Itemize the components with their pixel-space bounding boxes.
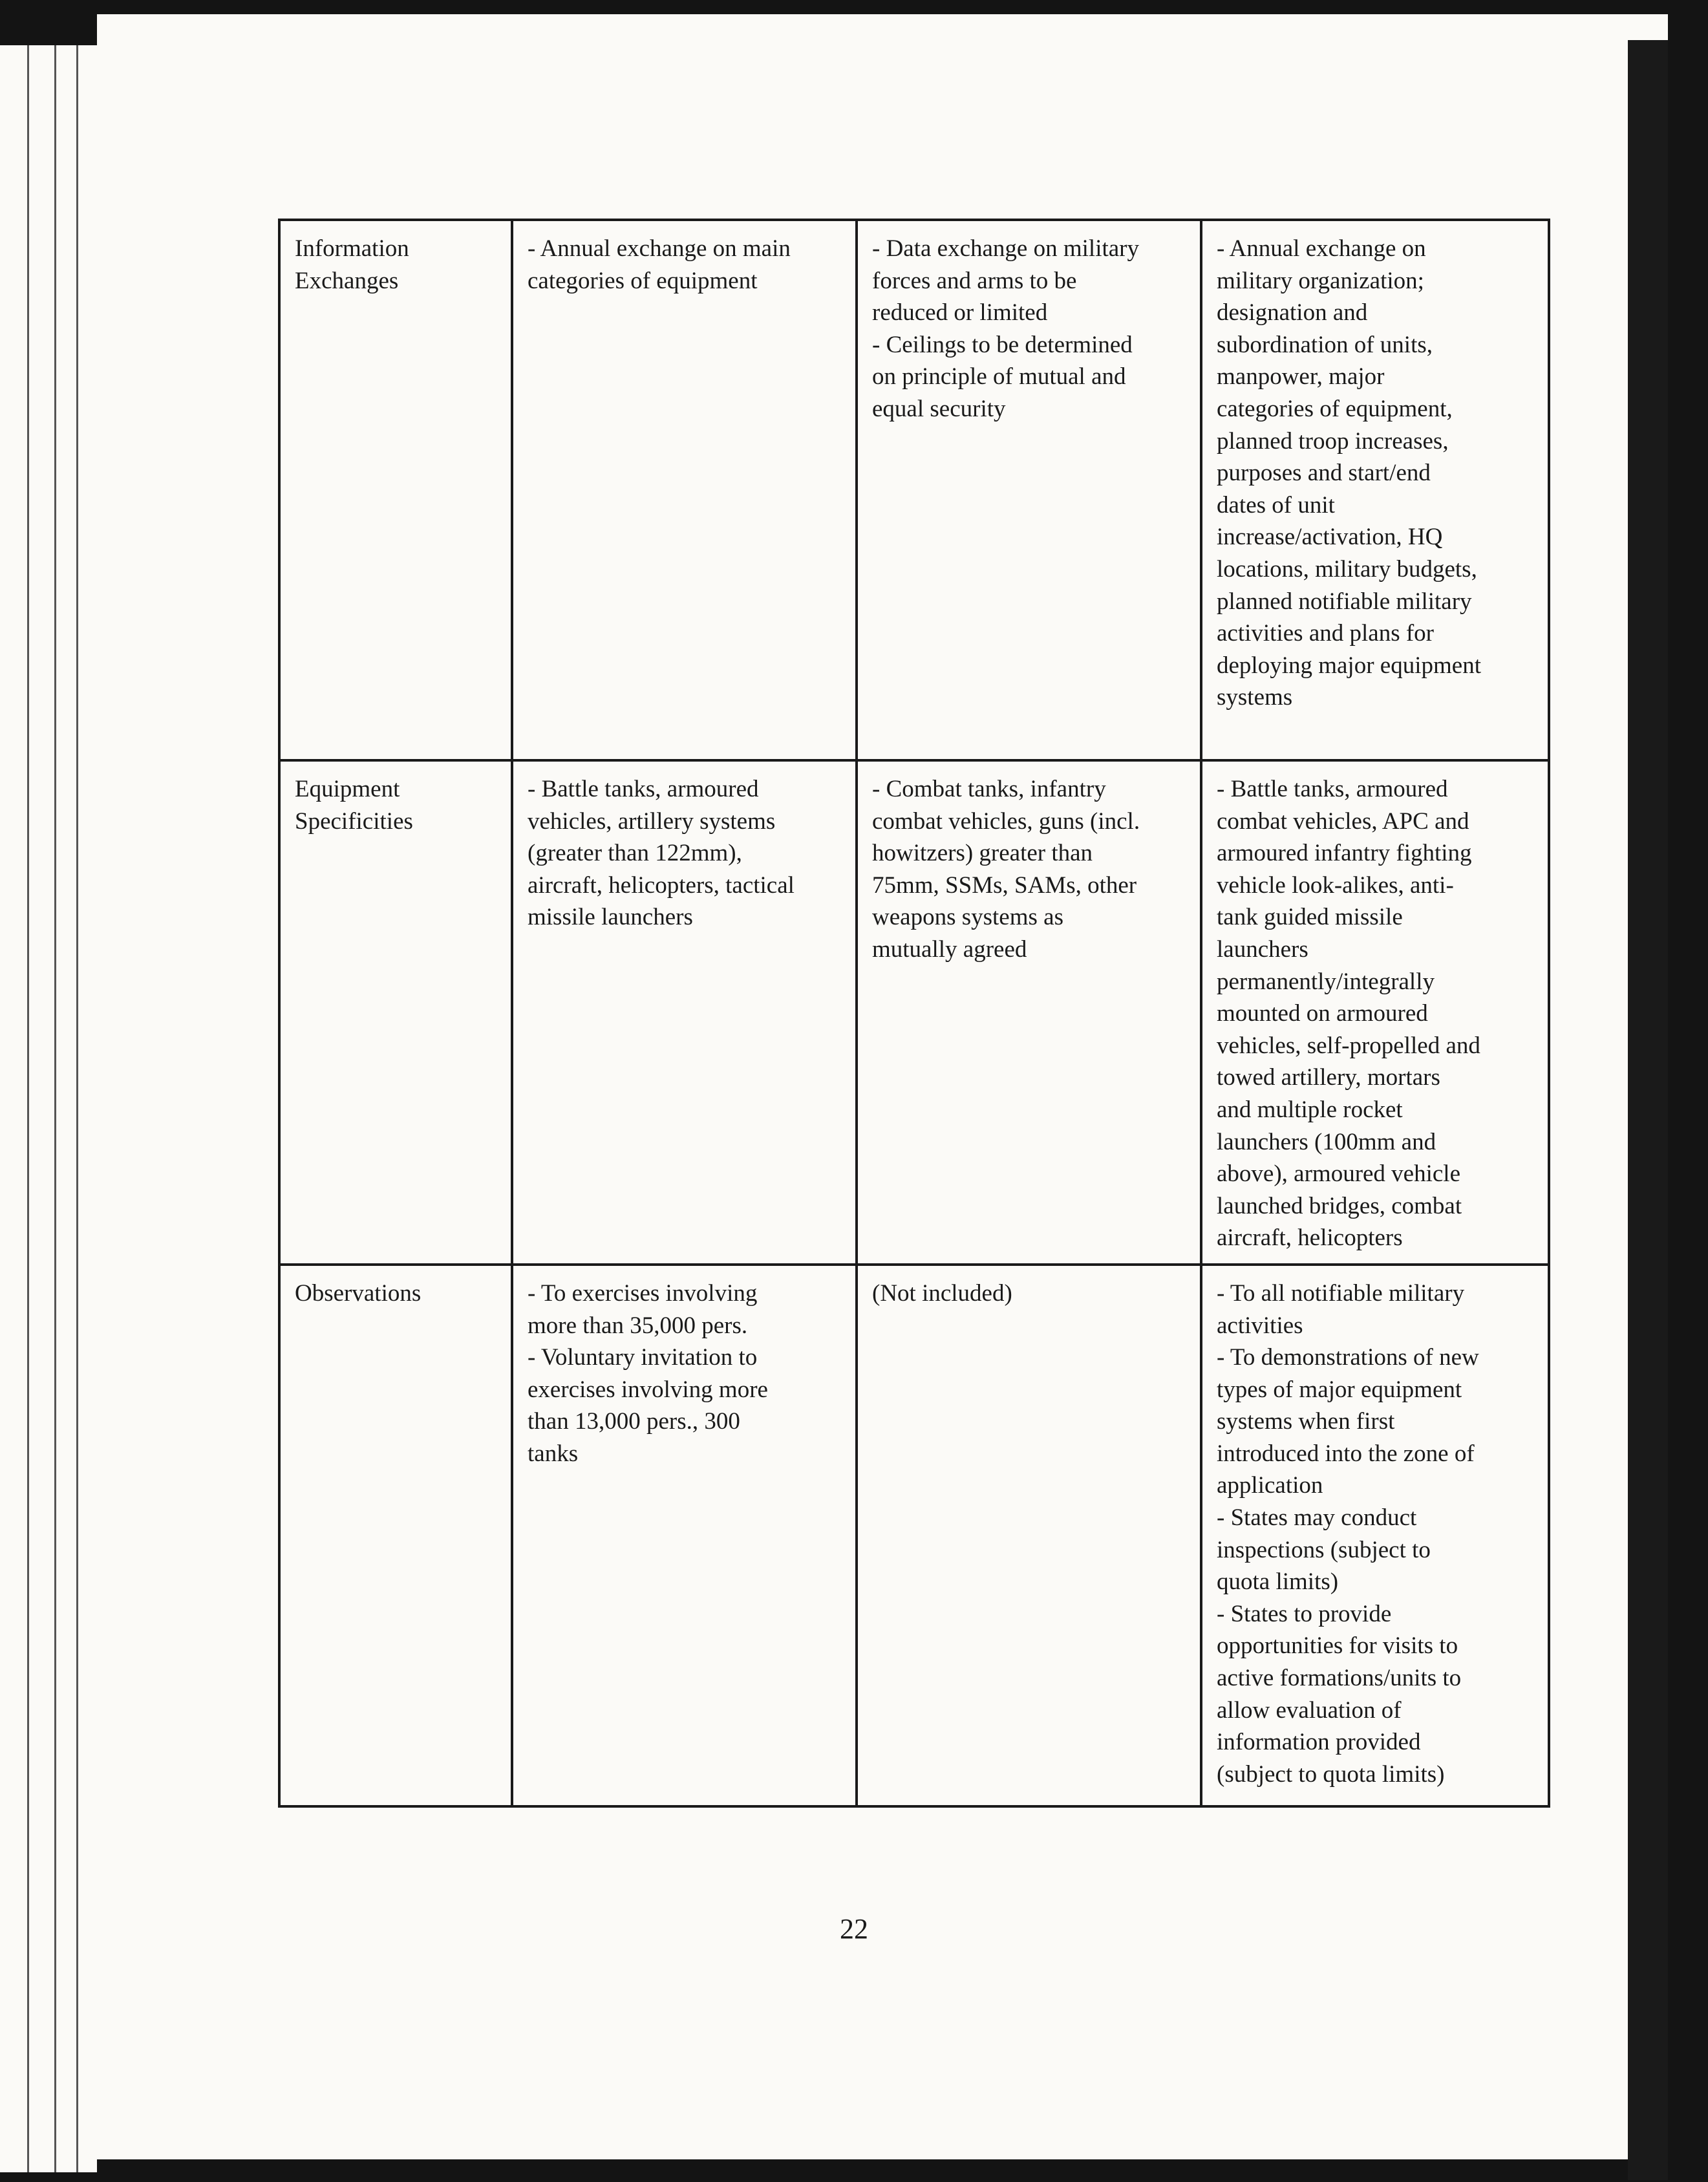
cell-text: - Data exchange on military forces and arms to be reduced or limited - Ceilings to be determined on principle of mutual and equal security bbox=[872, 235, 1139, 422]
row-heading-text: Information Exchanges bbox=[295, 235, 409, 294]
table-row-observations bbox=[279, 1265, 1549, 1806]
cell-text: - Annual exchange on main categories of equipment bbox=[528, 235, 791, 294]
cell-text: - To exercises involving more than 35,000 pers. - Voluntary invitation to exercises involving more than 13,000 pers., 300 tanks bbox=[528, 1279, 768, 1467]
page-number: 22 bbox=[840, 1913, 868, 1945]
table-cell bbox=[857, 760, 1201, 1265]
cell-text: - Battle tanks, armoured combat vehicles, APC and armoured infantry fighting vehicle look-alikes, anti- tank guided missile launchers permanently/integrally mounted on armoured vehicles, self-propelled and towed artillery, mortars and multiple rocket launchers (100mm and above), armoured vehicle launched bridges, combat aircraft, helicopters bbox=[1217, 776, 1480, 1252]
cell-text: - Battle tanks, armoured vehicles, artillery systems (greater than 122mm), aircraft, helicopters, tactical missile launchers bbox=[528, 776, 795, 931]
table-row-equipment-specificities bbox=[279, 760, 1549, 1265]
table-cell bbox=[857, 220, 1201, 760]
table-cell bbox=[1201, 220, 1549, 760]
cell-text: - Annual exchange on military organization; designation and subordination of units, manpower, major categories of equipment, planned troop increases, purposes and start/end dates of unit increase/activation, HQ locations, military budgets, planned notifiable military activities and plans for deploying major equipment systems bbox=[1217, 235, 1481, 711]
table-row-information-exchanges bbox=[279, 220, 1549, 760]
table-cell bbox=[857, 1265, 1201, 1806]
row-heading bbox=[279, 220, 512, 760]
row-heading-text: Equipment Specificities bbox=[295, 776, 413, 835]
binding-line bbox=[76, 45, 78, 2172]
binding-line bbox=[54, 45, 56, 2172]
cell-text: - To all notifiable military activities - To demonstrations of new types of major equipment systems when first introduced into the zone of application - States may conduct inspections (subject to quota limits) - States to provide opportunities for visits to active formations/units to allow evaluation of information provided (subject to quota limits) bbox=[1217, 1279, 1479, 1788]
row-heading bbox=[279, 1265, 512, 1806]
table-cell bbox=[1201, 1265, 1549, 1806]
binding-edge bbox=[0, 45, 97, 2172]
table-cell bbox=[512, 760, 857, 1265]
table-cell bbox=[512, 220, 857, 760]
cell-text: (Not included) bbox=[872, 1279, 1012, 1307]
binding-line bbox=[27, 45, 29, 2172]
cell-text: - Combat tanks, infantry combat vehicles, guns (incl. howitzers) greater than 75mm, SSMs, SAMs, other weapons systems as mutually agreed bbox=[872, 776, 1140, 963]
row-heading-text: Observations bbox=[295, 1279, 422, 1307]
table-cell bbox=[512, 1265, 857, 1806]
table-cell bbox=[1201, 760, 1549, 1265]
comparison-table bbox=[278, 219, 1550, 1808]
page-shadow-edge bbox=[1628, 40, 1668, 2180]
row-heading bbox=[279, 760, 512, 1265]
